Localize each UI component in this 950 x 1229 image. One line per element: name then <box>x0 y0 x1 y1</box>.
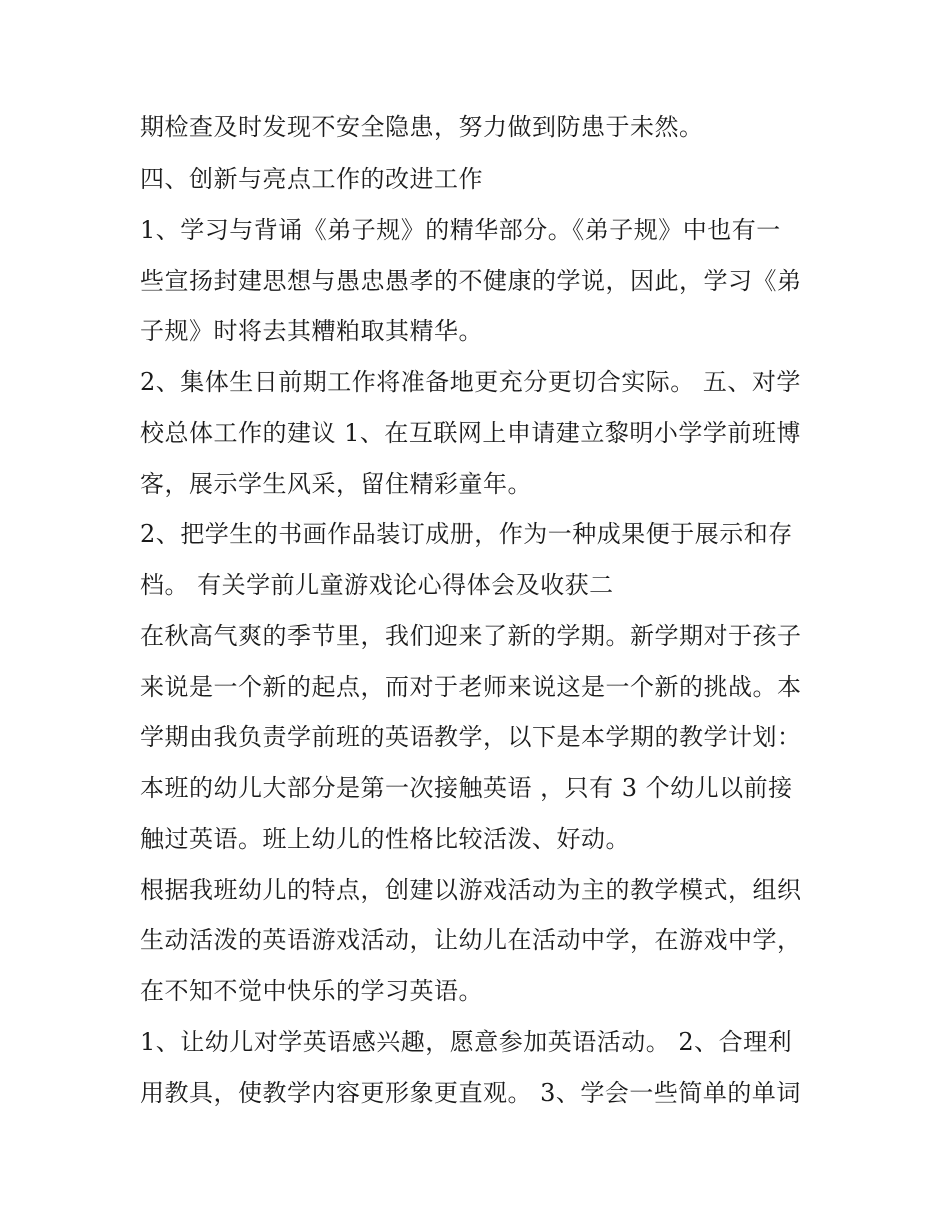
text-line: 在秋高气爽的季节里，我们迎来了新的学期。新学期对于孩子 <box>140 622 802 650</box>
text-line: 些宣扬封建思想与愚忠愚孝的不健康的学说，因此，学习《弟 <box>140 267 802 295</box>
text-line: 根据我班幼儿的特点，创建以游戏活动为主的教学模式，组织 <box>140 876 802 904</box>
text-line: 本班的幼儿大部分是第一次接触英语 ，只有 3 个幼儿以前接 <box>140 774 793 802</box>
text-line: 2、集体生日前期工作将准备地更充分更切合实际。 五、对学 <box>140 368 801 396</box>
text-line: 期检查及时发现不安全隐患，努力做到防患于未然。 <box>140 113 704 141</box>
text-line: 用教具，使教学内容更形象更直观。 3、学会一些简单的单词 <box>140 1079 801 1107</box>
section-heading: 四、创新与亮点工作的改进工作 <box>140 165 483 193</box>
text-line: 来说是一个新的起点，而对于老师来说这是一个新的挑战。本 <box>140 673 802 701</box>
text-line: 1、学习与背诵《弟子规》的精华部分。《弟子规》中也有一 <box>140 216 781 244</box>
text-line: 档。 有关学前儿童游戏论心得体会及收获二 <box>140 571 614 599</box>
text-line: 校总体工作的建议 1、在互联网上申请建立黎明小学学前班博 <box>140 419 801 447</box>
text-line: 生动活泼的英语游戏活动，让幼儿在活动中学，在游戏中学， <box>140 926 802 954</box>
text-line: 触过英语。班上幼儿的性格比较活泼、好动。 <box>140 825 630 853</box>
text-line: 客，展示学生风采，留住精彩童年。 <box>140 470 532 498</box>
text-line: 学期由我负责学前班的英语教学，以下是本学期的教学计划： <box>140 723 802 751</box>
text-line: 1、让幼儿对学英语感兴趣，愿意参加英语活动。 2、合理利 <box>140 1028 793 1056</box>
text-line: 在不知不觉中快乐的学习英语。 <box>140 977 483 1005</box>
text-line: 2、把学生的书画作品装订成册，作为一种成果便于展示和存 <box>140 520 793 548</box>
text-line: 子规》时将去其糟粕取其精华。 <box>140 317 483 345</box>
